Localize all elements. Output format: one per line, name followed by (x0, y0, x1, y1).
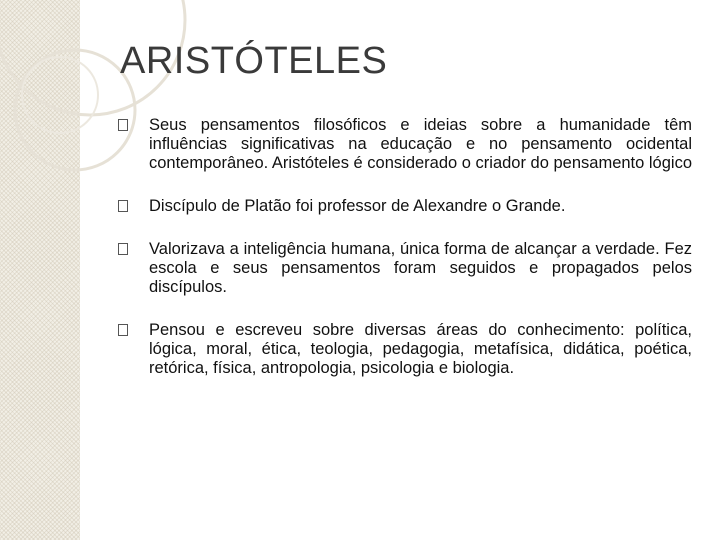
bullet-text: Discípulo de Platão foi professor de Alexandre o Grande. (149, 197, 566, 215)
bullet-item (118, 321, 692, 378)
bullet-text: Seus pensamentos filosóficos e ideias sobre a humanidade têm influências significativas na educação e no pensamento ocidental contemporâneo. Aristóteles é considerado o criador do pensamento lógico (149, 116, 693, 172)
bullet-item (118, 197, 692, 216)
square-bullet-icon (118, 119, 128, 131)
bullet-text: Valorizava a inteligência humana, única forma de alcançar a verdade. Fez escola e seus pensamentos foram seguidos e propagados pelos discípulos. (149, 240, 692, 296)
square-bullet-icon (118, 200, 128, 212)
bullet-item (118, 116, 692, 173)
square-bullet-icon (118, 324, 128, 336)
square-bullet-icon (118, 243, 128, 255)
bullet-text: Pensou e escreveu sobre diversas áreas do conhecimento: política, lógica, moral, ética, teologia, pedagogia, metafísica, didática, poética, retórica, física, antropologia, psicologia e biologia. (149, 321, 692, 377)
bullet-list (118, 116, 692, 378)
bullet-item (118, 240, 692, 297)
slide-title: ARISTÓTELES (120, 40, 388, 82)
